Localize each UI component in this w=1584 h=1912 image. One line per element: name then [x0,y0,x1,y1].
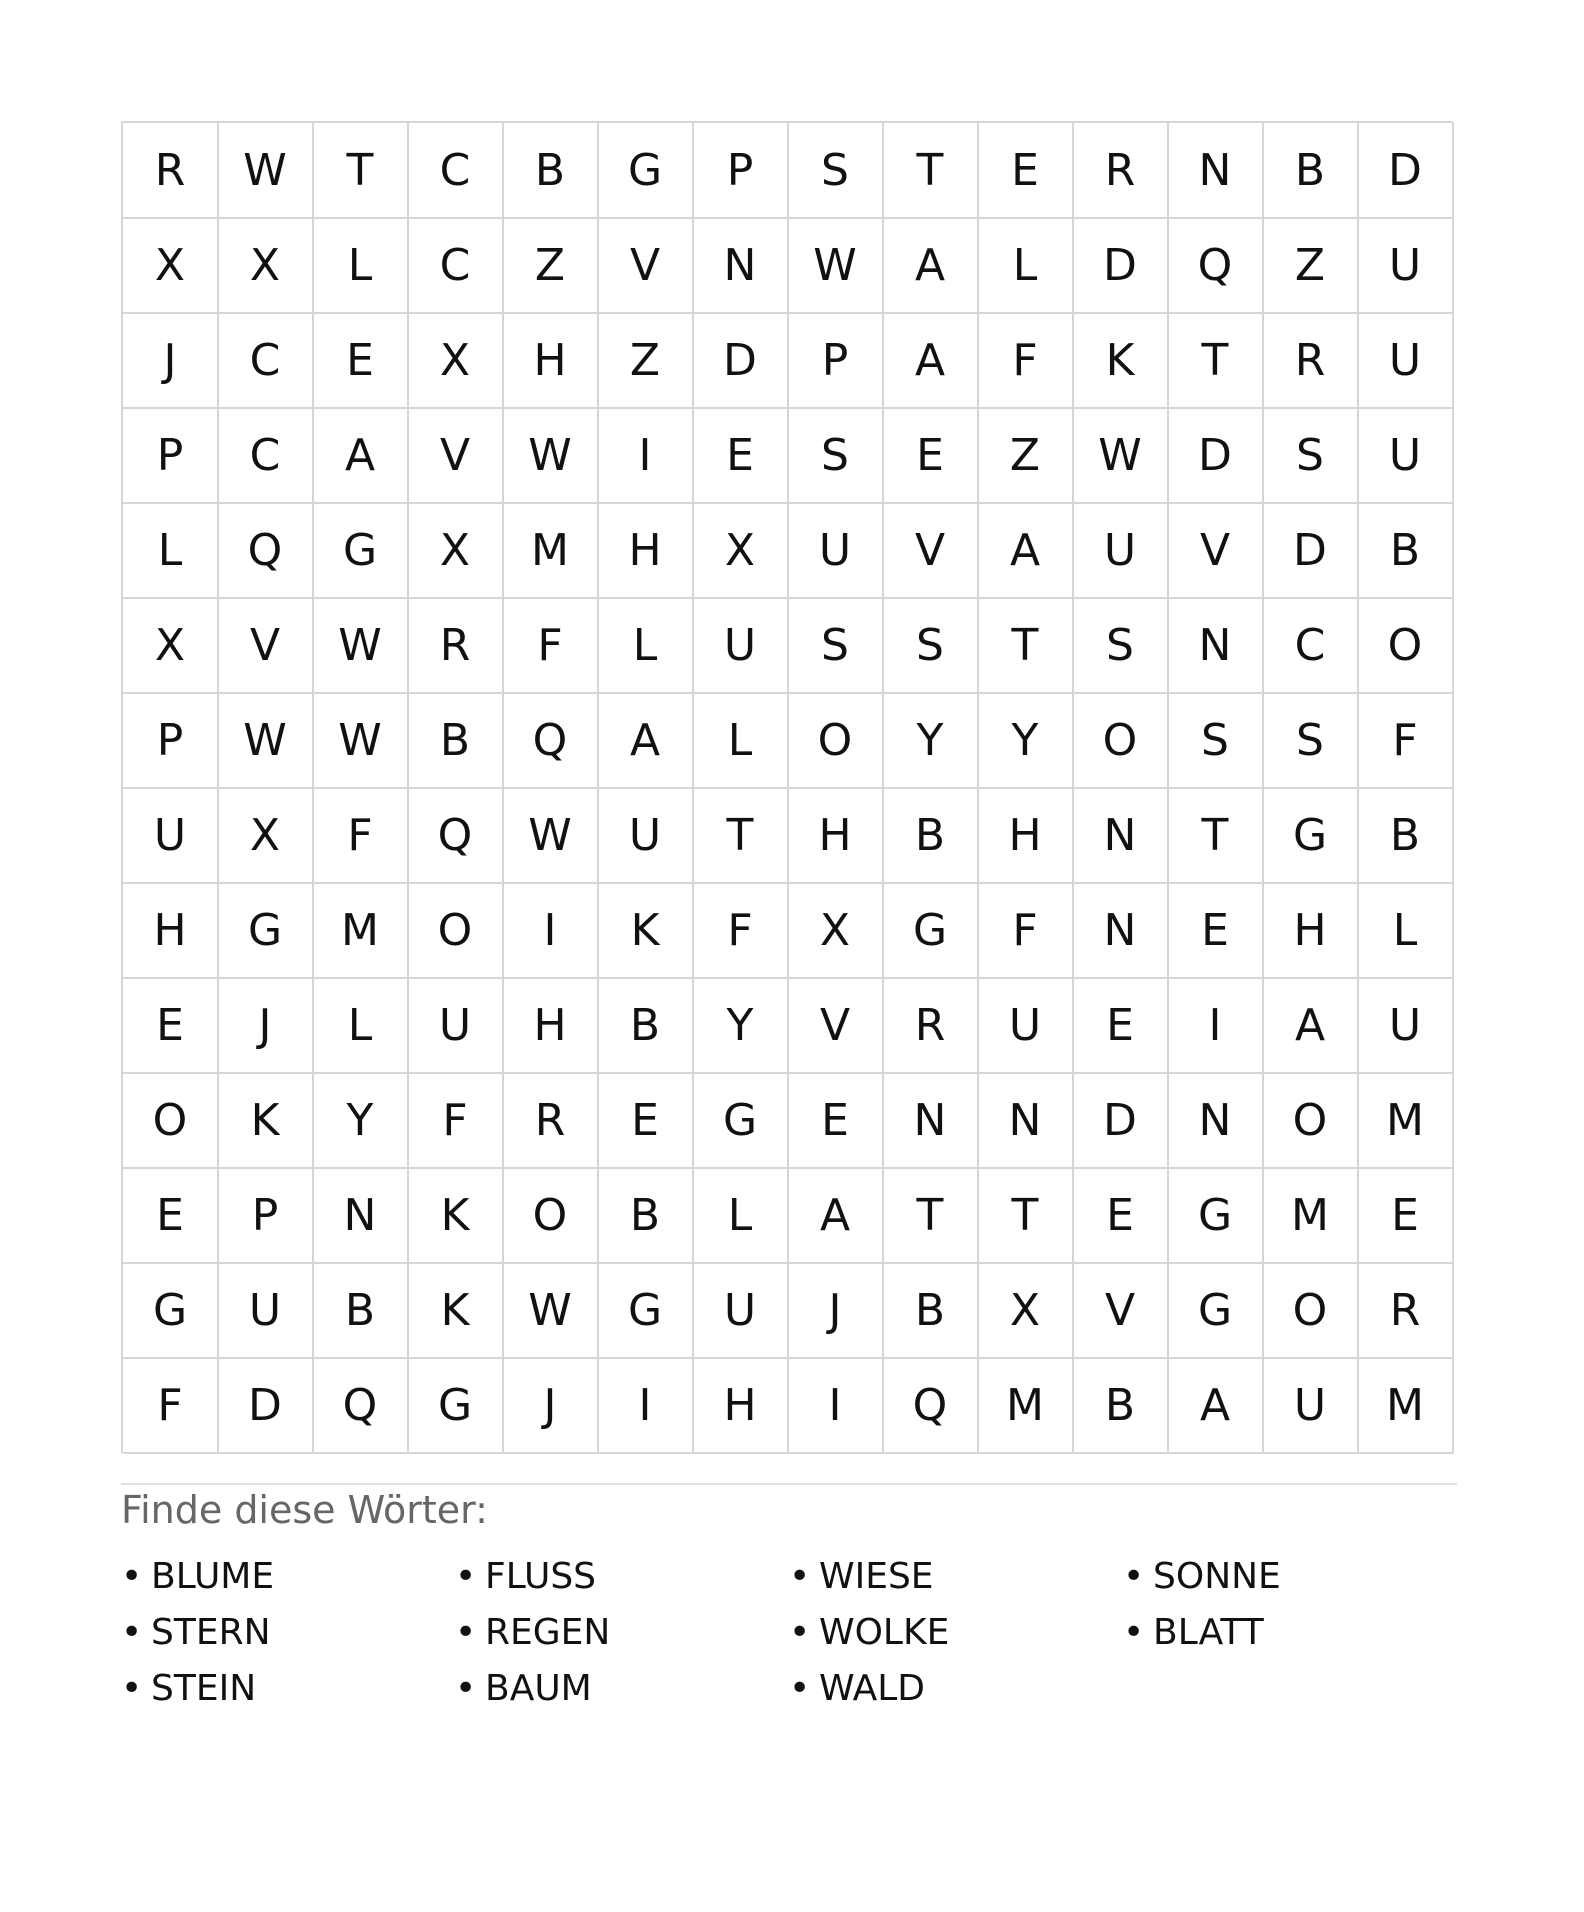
bullet-icon: • [789,1611,811,1653]
grid-cell[interactable]: Z [503,218,599,314]
bullet-icon: • [455,1611,477,1653]
grid-cell[interactable]: T [978,1168,1074,1264]
grid-cell[interactable]: G [693,1073,789,1169]
grid-cell[interactable]: X [123,598,219,694]
grid-cell[interactable]: F [313,788,409,884]
word-list-item [121,1548,455,1604]
grid-cell[interactable]: S [788,408,884,504]
grid-cell[interactable]: S [1073,598,1169,694]
grid-cell[interactable]: H [978,788,1074,884]
grid-cell[interactable]: I [598,408,694,504]
grid-cell[interactable]: L [978,218,1074,314]
grid-cell[interactable]: Y [693,978,789,1074]
grid-cell[interactable]: E [1073,1168,1169,1264]
grid-cell[interactable]: H [1263,883,1359,979]
grid-cell[interactable]: W [218,123,314,219]
grid-cell[interactable]: K [1073,313,1169,409]
grid-cell[interactable]: X [693,503,789,599]
bullet-icon: • [121,1555,143,1597]
grid-cell[interactable]: F [408,1073,504,1169]
grid-cell[interactable]: T [1168,313,1264,409]
grid-cell[interactable]: C [408,218,504,314]
grid-cell[interactable]: D [1263,503,1359,599]
word-label: SONNE [1153,1555,1281,1597]
word-label: BLUME [151,1555,275,1597]
grid-cell[interactable]: V [788,978,884,1074]
grid-cell[interactable]: V [883,503,979,599]
grid-cell[interactable]: D [1073,218,1169,314]
grid-cell[interactable]: L [693,1168,789,1264]
word-list-title: Finde diese Wörter: [121,1488,488,1532]
grid-cell[interactable]: H [788,788,884,884]
word-list-item [789,1660,1123,1716]
grid-cell[interactable]: U [978,978,1074,1074]
grid-cell[interactable]: L [313,218,409,314]
word-label: FLUSS [485,1555,597,1597]
grid-cell[interactable]: S [788,598,884,694]
grid-cell[interactable]: P [123,693,219,789]
grid-cell[interactable]: B [883,788,979,884]
grid-cell[interactable]: P [788,313,884,409]
grid-cell[interactable]: T [313,123,409,219]
grid-cell[interactable]: D [218,1358,314,1454]
grid-cell[interactable]: X [408,313,504,409]
grid-cell[interactable]: H [503,313,599,409]
grid-cell[interactable]: U [1358,978,1454,1074]
grid-cell[interactable]: E [883,408,979,504]
grid-cell[interactable]: T [883,123,979,219]
grid-cell[interactable]: O [123,1073,219,1169]
bullet-icon: • [1123,1555,1145,1597]
grid-cell[interactable]: W [1073,408,1169,504]
grid-cell[interactable]: B [883,1263,979,1359]
grid-cell[interactable]: D [693,313,789,409]
grid-cell[interactable]: W [503,408,599,504]
grid-cell[interactable]: I [503,883,599,979]
word-label: WIESE [819,1555,934,1597]
grid-cell[interactable]: J [218,978,314,1074]
grid-cell[interactable]: V [1168,503,1264,599]
grid-cell[interactable]: G [408,1358,504,1454]
word-list-item [789,1548,1123,1604]
grid-cell[interactable]: E [1168,883,1264,979]
grid-cell[interactable]: J [503,1358,599,1454]
word-list-item [455,1660,789,1716]
grid-cell[interactable]: Q [313,1358,409,1454]
grid-cell[interactable]: Q [883,1358,979,1454]
grid-cell[interactable]: E [123,1168,219,1264]
bullet-icon: • [121,1611,143,1653]
word-list-item [455,1548,789,1604]
grid-cell[interactable]: L [123,503,219,599]
grid-cell[interactable]: K [218,1073,314,1169]
grid-cell[interactable]: M [503,503,599,599]
grid-cell[interactable]: C [218,313,314,409]
grid-cell[interactable]: M [978,1358,1074,1454]
word-label: WALD [819,1667,926,1709]
grid-cell[interactable]: C [1263,598,1359,694]
grid-cell[interactable]: U [598,788,694,884]
grid-cell[interactable]: W [218,693,314,789]
grid-cell[interactable]: E [1073,978,1169,1074]
grid-cell[interactable]: F [978,883,1074,979]
grid-cell[interactable]: O [1073,693,1169,789]
grid-cell[interactable]: Y [978,693,1074,789]
grid-cell[interactable]: D [1073,1073,1169,1169]
grid-cell[interactable]: W [503,1263,599,1359]
grid-cell[interactable]: N [1073,883,1169,979]
grid-cell[interactable]: G [1168,1168,1264,1264]
word-label: STEIN [151,1667,257,1709]
word-label: WOLKE [819,1611,950,1653]
grid-cell[interactable]: D [1168,408,1264,504]
grid-cell[interactable]: U [408,978,504,1074]
grid-cell[interactable]: R [123,123,219,219]
grid-cell[interactable]: R [1358,1263,1454,1359]
grid-cell[interactable]: J [123,313,219,409]
grid-cell[interactable]: N [1073,788,1169,884]
grid-cell[interactable]: L [693,693,789,789]
grid-cell[interactable]: F [503,598,599,694]
grid-cell[interactable]: A [1263,978,1359,1074]
word-label: BAUM [485,1667,592,1709]
grid-cell[interactable]: H [598,503,694,599]
grid-cell[interactable]: A [883,218,979,314]
grid-cell[interactable]: B [1358,788,1454,884]
grid-cell[interactable]: B [408,693,504,789]
word-list-item [1123,1548,1457,1604]
grid-cell[interactable]: N [313,1168,409,1264]
grid-cell[interactable]: I [598,1358,694,1454]
divider [121,1483,1457,1485]
grid-cell[interactable]: Z [978,408,1074,504]
letter-grid [121,121,1453,1453]
grid-cell[interactable]: B [1073,1358,1169,1454]
grid-cell[interactable]: E [788,1073,884,1169]
grid-cell[interactable]: B [598,978,694,1074]
grid-cell[interactable]: J [788,1263,884,1359]
grid-cell[interactable]: D [1358,123,1454,219]
grid-cell[interactable]: A [313,408,409,504]
grid-cell[interactable]: S [883,598,979,694]
grid-cell[interactable]: Q [1168,218,1264,314]
grid-cell[interactable]: T [978,598,1074,694]
grid-cell[interactable]: T [693,788,789,884]
grid-cell[interactable]: K [408,1168,504,1264]
grid-cell[interactable]: G [1263,788,1359,884]
grid-cell[interactable]: N [693,218,789,314]
bullet-icon: • [789,1555,811,1597]
grid-cell[interactable]: X [788,883,884,979]
grid-cell[interactable]: N [978,1073,1074,1169]
grid-cell[interactable]: U [1358,218,1454,314]
grid-cell[interactable]: C [408,123,504,219]
grid-cell[interactable]: Q [408,788,504,884]
bullet-icon: • [121,1667,143,1709]
word-list-item [1123,1604,1457,1660]
grid-cell[interactable]: N [1168,1073,1264,1169]
grid-cell[interactable]: B [503,123,599,219]
grid-cell[interactable]: R [408,598,504,694]
grid-cell[interactable]: B [1263,123,1359,219]
bullet-icon: • [455,1555,477,1597]
grid-cell[interactable]: M [1358,1073,1454,1169]
grid-cell[interactable]: B [598,1168,694,1264]
grid-cell[interactable]: L [313,978,409,1074]
grid-cell[interactable]: U [1358,408,1454,504]
grid-cell[interactable]: Q [218,503,314,599]
word-list-item [121,1604,455,1660]
grid-cell[interactable]: A [1168,1358,1264,1454]
grid-cell[interactable]: P [123,408,219,504]
grid-cell[interactable]: V [218,598,314,694]
grid-cell[interactable]: U [693,1263,789,1359]
grid-cell[interactable]: V [408,408,504,504]
grid-cell[interactable]: Y [313,1073,409,1169]
grid-cell[interactable]: I [788,1358,884,1454]
grid-cell[interactable]: U [1263,1358,1359,1454]
grid-cell[interactable]: U [1073,503,1169,599]
grid-cell[interactable]: F [1358,693,1454,789]
bullet-icon: • [789,1667,811,1709]
grid-cell[interactable]: R [1263,313,1359,409]
grid-cell[interactable]: E [313,313,409,409]
grid-cell[interactable]: K [598,883,694,979]
grid-cell[interactable]: V [1073,1263,1169,1359]
grid-cell[interactable]: R [883,978,979,1074]
grid-cell[interactable]: R [503,1073,599,1169]
grid-cell[interactable]: X [218,218,314,314]
grid-cell[interactable]: G [123,1263,219,1359]
grid-cell[interactable]: H [503,978,599,1074]
grid-cell[interactable]: G [598,123,694,219]
grid-cell[interactable]: G [218,883,314,979]
grid-cell[interactable]: Q [503,693,599,789]
bullet-icon: • [1123,1611,1145,1653]
grid-cell[interactable]: Y [883,693,979,789]
grid-cell[interactable]: B [313,1263,409,1359]
grid-cell[interactable]: T [1168,788,1264,884]
grid-cell[interactable]: G [883,883,979,979]
grid-cell[interactable]: A [978,503,1074,599]
grid-cell[interactable]: N [1168,123,1264,219]
grid-cell[interactable]: V [598,218,694,314]
grid-cell[interactable]: A [788,1168,884,1264]
grid-cell[interactable]: U [218,1263,314,1359]
grid-cell[interactable]: H [123,883,219,979]
grid-cell[interactable]: K [408,1263,504,1359]
word-list-item [789,1604,1123,1660]
grid-cell[interactable]: P [693,123,789,219]
grid-cell[interactable]: S [1263,408,1359,504]
grid-cell[interactable]: B [1358,503,1454,599]
grid-cell[interactable]: G [598,1263,694,1359]
grid-cell[interactable]: O [408,883,504,979]
grid-cell[interactable]: X [978,1263,1074,1359]
grid-cell[interactable]: A [598,693,694,789]
grid-cell[interactable]: A [883,313,979,409]
word-list-item [121,1660,455,1716]
grid-cell[interactable]: G [313,503,409,599]
word-label: STERN [151,1611,271,1653]
grid-cell[interactable]: C [218,408,314,504]
grid-cell[interactable]: E [978,123,1074,219]
grid-cell[interactable]: Z [1263,218,1359,314]
grid-cell[interactable]: R [1073,123,1169,219]
grid-cell[interactable]: U [123,788,219,884]
grid-cell[interactable]: T [883,1168,979,1264]
grid-cell[interactable]: O [503,1168,599,1264]
word-label: REGEN [485,1611,611,1653]
grid-cell[interactable]: W [313,693,409,789]
grid-cell[interactable]: F [693,883,789,979]
grid-cell[interactable]: S [1263,693,1359,789]
grid-cell[interactable]: N [1168,598,1264,694]
grid-cell[interactable]: X [408,503,504,599]
grid-cell[interactable]: S [788,123,884,219]
grid-cell[interactable]: W [313,598,409,694]
grid-cell[interactable]: U [1358,313,1454,409]
grid-cell[interactable]: U [788,503,884,599]
grid-cell[interactable]: U [693,598,789,694]
grid-cell[interactable]: N [883,1073,979,1169]
grid-cell[interactable]: E [1358,1168,1454,1264]
word-label: BLATT [1153,1611,1264,1653]
grid-cell[interactable]: W [788,218,884,314]
grid-cell[interactable]: X [218,788,314,884]
grid-cell[interactable]: E [693,408,789,504]
grid-cell[interactable]: X [123,218,219,314]
grid-cell[interactable]: I [1168,978,1264,1074]
grid-cell[interactable]: E [123,978,219,1074]
grid-cell[interactable]: M [1263,1168,1359,1264]
grid-cell[interactable]: S [1168,693,1264,789]
grid-cell[interactable]: G [1168,1263,1264,1359]
grid-cell[interactable]: O [1263,1263,1359,1359]
grid-cell[interactable]: O [1263,1073,1359,1169]
bullet-icon: • [455,1667,477,1709]
grid-cell[interactable]: E [598,1073,694,1169]
word-list-item [455,1604,789,1660]
grid-cell[interactable]: O [1358,598,1454,694]
grid-cell[interactable]: F [978,313,1074,409]
grid-cell[interactable]: L [598,598,694,694]
grid-cell[interactable]: F [123,1358,219,1454]
grid-cell[interactable]: Z [598,313,694,409]
grid-cell[interactable]: M [313,883,409,979]
grid-cell[interactable]: M [1358,1358,1454,1454]
word-list [121,1548,1457,1716]
grid-cell[interactable]: H [693,1358,789,1454]
grid-cell[interactable]: W [503,788,599,884]
grid-cell[interactable]: L [1358,883,1454,979]
grid-cell[interactable]: O [788,693,884,789]
grid-cell[interactable]: P [218,1168,314,1264]
